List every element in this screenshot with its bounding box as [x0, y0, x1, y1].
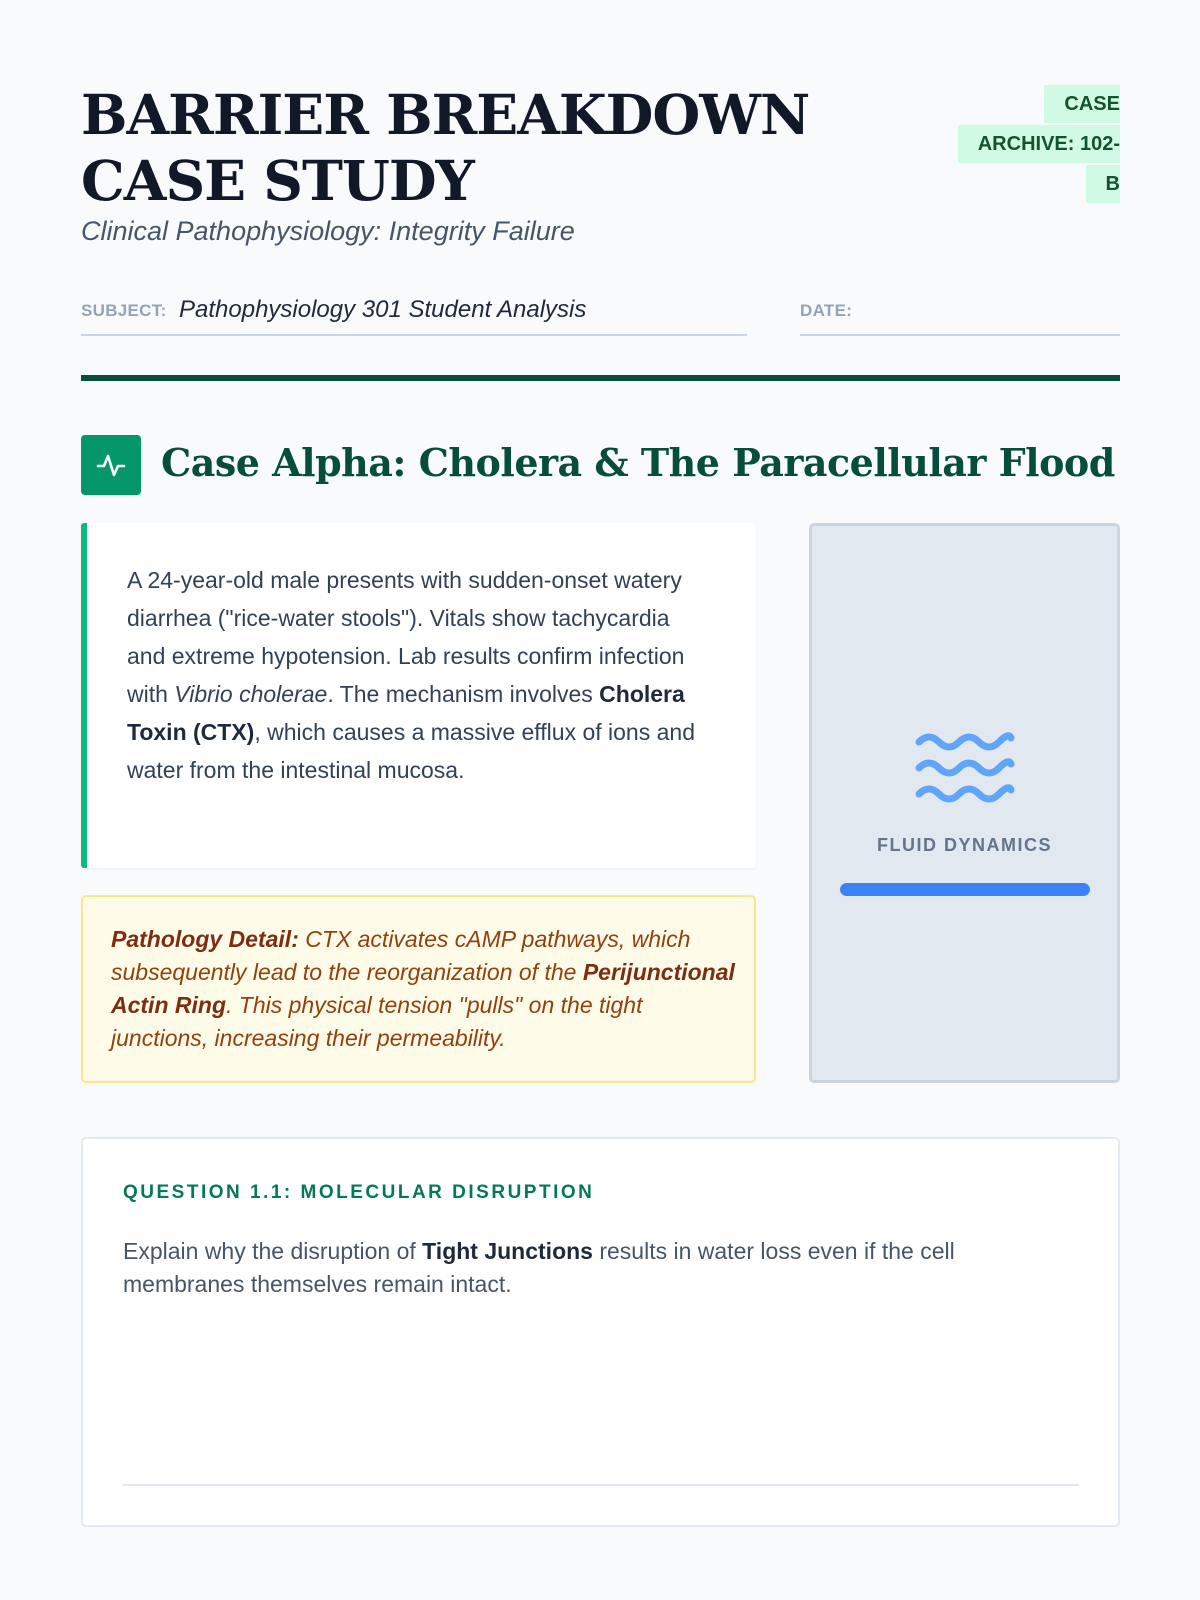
case-text-part-2: . The mechanism involves [327, 681, 600, 707]
case-description [127, 561, 707, 789]
pathology-detail-callout [81, 895, 756, 1083]
page-subtitle: Clinical Pathophysiology: Integrity Failure [81, 216, 575, 246]
case-text-part-1: A 24-year-old male presents with sudden-onset watery diarrhea ("rice-water stools"). Vitals show tachycardia and extreme hypotension. Lab results confirm infection with [127, 567, 685, 707]
date-label: DATE: [800, 301, 853, 320]
pathology-detail-label: Pathology Detail: [111, 926, 299, 952]
tight-junctions-term: Tight Junctions [422, 1238, 593, 1264]
subject-value: Pathophysiology 301 Student Analysis [179, 296, 587, 323]
pathology-detail-text [111, 923, 736, 1055]
organism-name: Vibrio cholerae [174, 681, 328, 707]
fluid-level-bar [840, 883, 1090, 896]
actin-ring-term: Perijunctional Actin Ring [111, 959, 735, 1018]
header [81, 0, 1120, 260]
fluid-dynamics-panel [809, 523, 1120, 1083]
section-title: Case Alpha: Cholera & The Paracellular Flood [161, 440, 1115, 485]
pulse-icon [81, 435, 141, 495]
question-heading: QUESTION 1.1: MOLECULAR DISRUPTION [123, 1182, 595, 1203]
fluid-dynamics-label: FLUID DYNAMICS [877, 835, 1052, 855]
question-text-part-1: Explain why the disruption of [123, 1238, 423, 1264]
page-title: BARRIER BREAKDOWN CASE STUDY [81, 82, 810, 213]
case-archive-badge [944, 84, 1120, 204]
subject-label: SUBJECT: [81, 301, 167, 320]
detail-text-part-1: CTX activates cAMP pathways, which subsequently lead to the reorganization of the [111, 926, 691, 985]
waves-icon [913, 726, 1017, 811]
meta-line [81, 292, 1120, 336]
case-description-card [81, 523, 756, 868]
question-text [123, 1235, 1073, 1301]
header-divider [81, 375, 1120, 381]
detail-text-part-2: . This physical tension "pulls" on the tight junctions, increasing their permeability. [111, 992, 643, 1051]
date-field[interactable] [800, 292, 1120, 336]
case-archive-badge-text: CASE ARCHIVE: 102-B [958, 85, 1120, 203]
fluid-level-fill [840, 883, 1090, 896]
answer-line[interactable] [123, 1484, 1079, 1486]
worksheet-page [81, 0, 1120, 1297]
subject-field[interactable] [81, 292, 747, 336]
question-text-part-2: results in water loss even if the cell membranes themselves remain intact. [123, 1238, 955, 1297]
question-card [81, 1137, 1120, 1527]
toxin-name: Cholera Toxin (CTX) [127, 681, 685, 745]
case-text-part-3: , which causes a massive efflux of ions and water from the intestinal mucosa. [127, 719, 695, 783]
